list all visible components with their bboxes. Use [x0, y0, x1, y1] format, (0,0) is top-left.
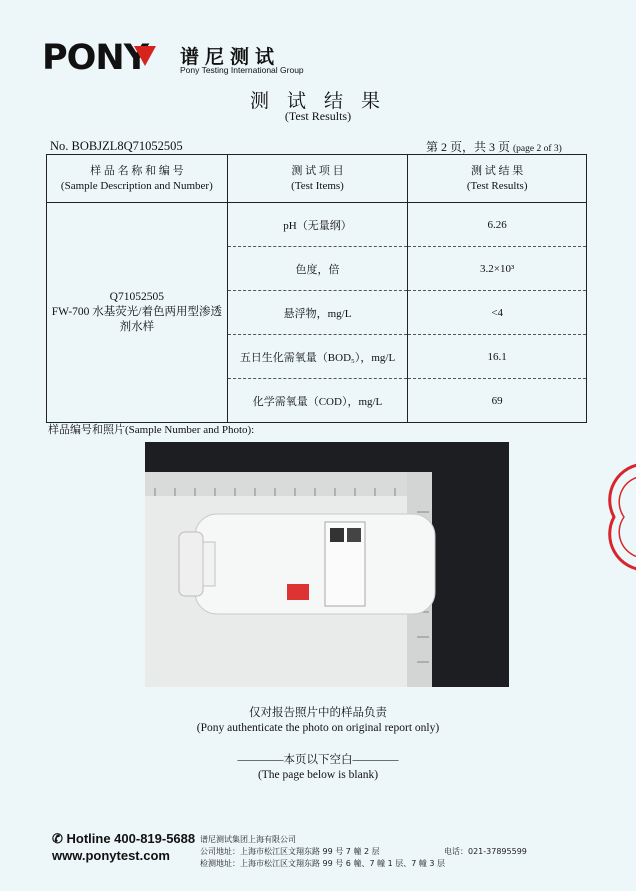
- results-table: [46, 154, 587, 423]
- photo-label: 样品编号和照片(Sample Number and Photo):: [48, 424, 255, 436]
- logo-triangle-icon: [134, 46, 156, 66]
- header-items-cn: 测 试 项 目: [291, 164, 344, 177]
- header-sample-en: (Sample Description and Number): [60, 179, 213, 192]
- blank-note-en: (The page below is blank): [257, 769, 379, 781]
- logo-chinese-name: 谱尼测试: [180, 46, 281, 68]
- table-header-row: [47, 155, 587, 203]
- sample-description: [47, 203, 228, 423]
- header-results: [408, 155, 587, 203]
- telephone: 电话：021-37895599: [444, 847, 527, 856]
- page-indicator-cn: 第 2 页，共 3 页: [426, 140, 511, 154]
- red-seal-stamp: [604, 462, 636, 572]
- logo-wordmark: PONY: [42, 38, 149, 78]
- sample-number: Q71052505: [109, 291, 164, 303]
- company-address: 公司地址：上海市松江区文翔东路 99 号 7 幢 2 层: [200, 847, 380, 856]
- header-sample-cn: 样 品 名 称 和 编 号: [90, 164, 184, 177]
- page-indicator: [426, 138, 562, 155]
- header-results-cn: 测 试 结 果: [471, 164, 524, 177]
- page-title-cn: 测 试 结 果: [249, 90, 387, 112]
- blank-note-cn: ————本页以下空白————: [237, 754, 399, 766]
- test-result: 6.26: [408, 203, 587, 247]
- test-item: 色度，倍: [227, 247, 408, 291]
- header-sample: [47, 155, 228, 203]
- company-logo: [42, 40, 342, 80]
- sample-bottle-image: [145, 442, 509, 687]
- test-item: 悬浮物，mg/L: [227, 291, 408, 335]
- test-result: 3.2×10³: [408, 247, 587, 291]
- website: www.ponytest.com: [52, 848, 170, 863]
- header-results-en: (Test Results): [466, 179, 528, 192]
- hotline: ✆ Hotline 400-819-5688: [52, 831, 196, 846]
- test-result: 69: [408, 379, 587, 423]
- test-result: <4: [408, 291, 587, 335]
- sample-photo: [145, 442, 509, 687]
- report-number: No. BOBJZL8Q71052505: [50, 139, 183, 153]
- header-items: [227, 155, 408, 203]
- header-items-en: (Test Items): [291, 179, 344, 192]
- photo-caption-cn: 仅对报告照片中的样品负责: [249, 707, 387, 719]
- test-item: pH（无量纲）: [227, 203, 408, 247]
- test-result: 16.1: [408, 335, 587, 379]
- sample-name-line1: FW-700 水基荧光/着色两用型渗透: [51, 306, 222, 318]
- table-row: [47, 203, 587, 247]
- lab-address: 检测地址：上海市松江区文翔东路 99 号 6 幢、7 幢 1 层、7 幢 3 层: [200, 859, 446, 868]
- sample-name-line2: 剂水样: [119, 321, 155, 333]
- photo-caption-en: (Pony authenticate the photo on original report only): [196, 722, 440, 734]
- test-item: 化学需氧量（COD），mg/L: [227, 379, 408, 423]
- test-item: 五日生化需氧量（BOD₅），mg/L: [227, 335, 408, 379]
- page-title-en: (Test Results): [284, 109, 352, 123]
- company-name: 谱尼测试集团上海有限公司: [200, 835, 296, 844]
- logo-english-name: Pony Testing International Group: [180, 65, 304, 75]
- page-indicator-en: (page 2 of 3): [513, 144, 562, 154]
